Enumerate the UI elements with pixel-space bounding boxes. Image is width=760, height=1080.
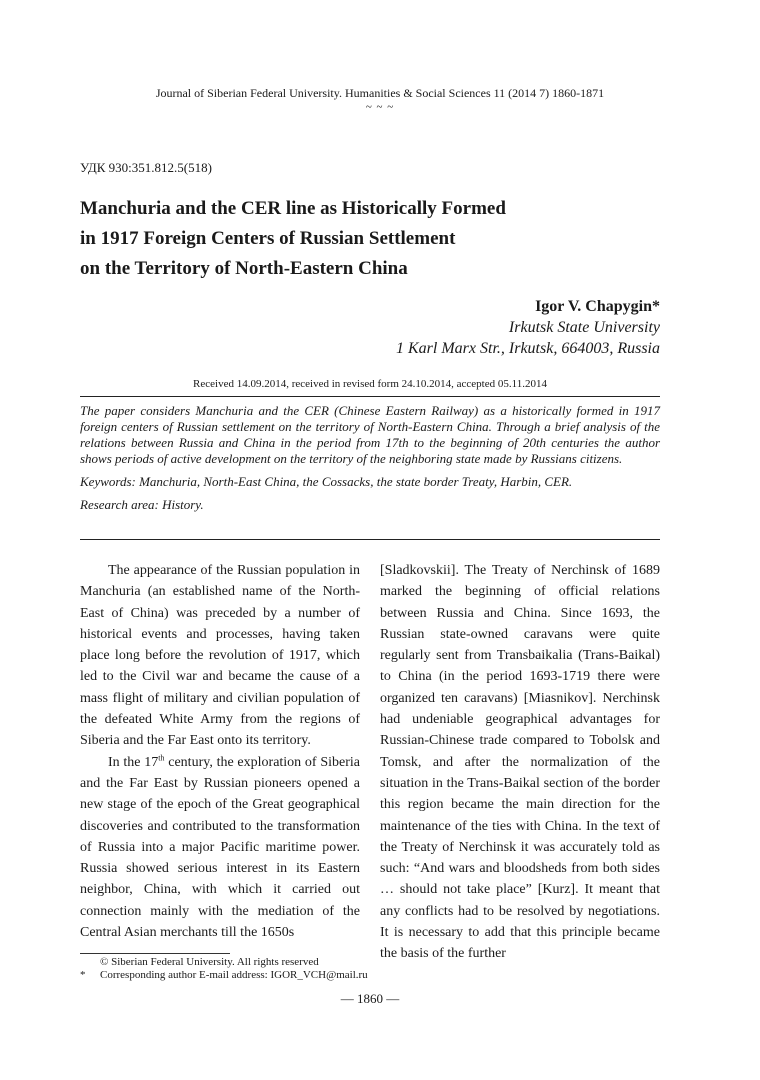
body-column-left <box>80 560 360 943</box>
author-affiliation: Irkutsk State University <box>508 319 660 336</box>
keywords: Keywords: Manchuria, North-East China, the Cossacks, the state border Treaty, Harbin, CER. <box>80 474 573 489</box>
footnote-corresponding <box>80 969 368 981</box>
author-name: Igor V. Chapygin* <box>535 298 660 315</box>
page-number: — 1860 — <box>340 991 400 1006</box>
author-address: 1 Karl Marx Str., Irkutsk, 664003, Russia <box>396 340 660 357</box>
footnote-mark: * <box>80 969 86 981</box>
header-ornament: ~ ~ ~ <box>365 101 395 113</box>
title-line: on the Territory of North-Eastern China <box>80 258 408 279</box>
title-line: in 1917 Foreign Centers of Russian Settlement <box>80 228 456 249</box>
abstract-top-rule <box>80 396 660 397</box>
title-line: Manchuria and the CER line as Historically Formed <box>80 198 506 219</box>
body-paragraph: The appearance of the Russian population in Manchuria (an established name of the North-East of China) was preceded by a number of historical events and processes, having taken place long before the revolution of 1917, which led to the Civil war and became the cause of a mass flight of military and civilian population of the defeated White Army from the regions of Siberia and the Far East onto its territory. <box>80 563 360 749</box>
body-column-right <box>380 560 660 965</box>
body-paragraph: [Sladkovskii]. The Treaty of Nerchinsk of 1689 marked the beginning of official relations between Russia and China. Since 1693, the Russian state-owned caravans were quite regularly sent from Transbaikalia (Trans-Baikal) to China (in the period 1693-1719 there were organized ten caravans) [Miasnikov]. Nerchinsk had undeniable geographical advantages for Russian-Chinese trade compared to Tobolsk and Tomsk, and after the normalization of the situation in the Trans-Baikal section of the border this region became the main direction for the maintenance of the ties with China. In the text of the Treaty of Nerchinsk it was accurately told as such: “And wars and bloodsheds from both sides … should not take place” [Kurz]. It meant that any conflicts had to be resolved by negotiations. It is necessary to add that this principle became the basis of the further <box>380 563 660 962</box>
udk-code: УДК 930:351.812.5(518) <box>80 160 212 175</box>
journal-header: Journal of Siberian Federal University. Humanities & Social Sciences 11 (2014 7) 1860-1871 <box>155 86 605 100</box>
paper-title <box>80 194 660 284</box>
research-area: Research area: History. <box>80 497 204 512</box>
abstract-text: The paper considers Manchuria and the CER (Chinese Eastern Railway) as a historically formed in 1917 foreign centers of Russian settlement on the territory of North-Eastern China. Through a brief analysis of the relations between Russia and China in the period from 17th to the beginning of 20th centuries the author shows periods of active development on the territory of the neighboring state made by Russians citizens. <box>80 403 660 466</box>
footnote-text: Corresponding author E-mail address: IGOR_VCH@mail.ru <box>100 969 368 981</box>
received-dates: Received 14.09.2014, received in revised form 24.10.2014, accepted 05.11.2014 <box>193 378 547 390</box>
text-run: century, the exploration of Siberia and the Far East by Russian pioneers opened a new stage of the epoch of the Great geographical discoveries and contributed to the transformation of Russia into a major Pacific maritime power. Russia showed serious interest in its Eastern neighbor, China, with which it carried out connection mainly with the mediation of the Central Asian merchants till the 1650s <box>80 754 360 941</box>
author-block <box>396 296 660 359</box>
superscript: th <box>158 753 165 763</box>
footnote-rule <box>80 953 230 954</box>
abstract-bottom-rule <box>80 539 660 540</box>
text-run: In the 17 <box>108 754 159 770</box>
body-paragraph <box>80 752 360 944</box>
footnote-copyright: © Siberian Federal University. All rights reserved <box>100 956 319 968</box>
abstract-block <box>80 403 660 513</box>
